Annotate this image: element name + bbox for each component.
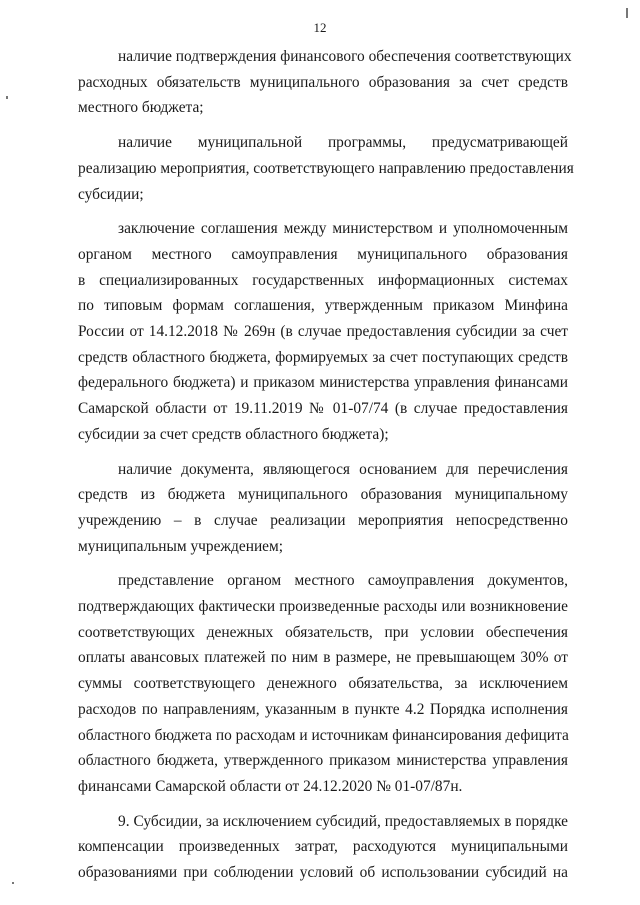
scan-artifact-bottom-left: [12, 882, 14, 884]
text-line: соответствующих денежных обязательств, при условии обеспечения: [78, 623, 568, 641]
text-line: органом местного самоуправления муниципального образования: [78, 245, 568, 263]
text-line: средств из бюджета муниципального образования муниципальному: [78, 486, 568, 504]
scan-artifact-left: [6, 96, 8, 99]
text-line: учреждению – в случае реализации мероприятия непосредственно: [78, 511, 568, 529]
paragraph-agreement: [78, 216, 568, 447]
text-line: областного бюджета по расходам и источникам финансирования дефицита: [78, 726, 569, 744]
text-line: Самарской области от 19.11.2019 № 01-07/74 (в случае предоставления: [78, 400, 568, 418]
document-body: [78, 44, 574, 887]
text-line: областного бюджета, утвержденного приказом министерства управления: [78, 752, 568, 770]
text-line: компенсации произведенных затрат, расходуются муниципальными: [78, 838, 568, 856]
text-line: наличие документа, являющегося основанием для перечисления: [118, 460, 568, 478]
text-line: образованиями при соблюдении условий об использовании субсидий на: [78, 864, 568, 882]
text-line: субсидии за счет средств областного бюджета);: [78, 425, 389, 443]
text-line: в специализированных государственных информационных системах: [78, 271, 568, 289]
text-line: России от 14.12.2018 № 269н (в случае предоставления субсидии за счет: [78, 323, 568, 341]
paragraph-transfer-document: [78, 457, 568, 560]
text-line: оплаты авансовых платежей по ним в размере, не превышающем 30% от: [78, 649, 568, 667]
scan-artifact-top-right: [626, 8, 628, 18]
text-line: заключение соглашения между министерством и уполномоченным: [118, 220, 568, 238]
text-line: муниципальным учреждением;: [78, 537, 284, 555]
page-number: 12: [313, 20, 327, 35]
text-line: представление органом местного самоуправления документов,: [118, 572, 568, 590]
text-line: субсидии;: [78, 185, 144, 203]
text-line: финансами Самарской области от 24.12.2020 № 01-07/87н.: [78, 777, 463, 795]
text-line: федерального бюджета) и приказом министерства управления финансами: [78, 374, 568, 392]
text-line: реализацию мероприятия, соответствующего направлению предоставления: [78, 159, 574, 177]
paragraph-funding-confirmation: [78, 44, 572, 121]
text-line: местного бюджета;: [78, 99, 204, 117]
text-line: наличие муниципальной программы, предусматривающей: [118, 134, 568, 152]
text-line: 9. Субсидии, за исключением субсидий, предоставляемых в порядке: [118, 812, 568, 830]
paragraph-documents-submission: [78, 568, 568, 799]
text-line: расходов по направлениям, указанным в пункте 4.2 Порядка исполнения: [78, 700, 568, 718]
text-line: подтверждающих фактически произведенные расходы или возникновение: [78, 598, 568, 616]
paragraph-municipal-program: [78, 130, 574, 207]
text-line: по типовым формам соглашения, утвержденным приказом Минфина: [78, 297, 568, 315]
text-line: суммы соответствующего денежного обязательства, за исключением: [78, 675, 568, 693]
text-line: наличие подтверждения финансового обеспечения соответствующих: [118, 48, 572, 65]
text-line: расходных обязательств муниципального образования за счет средств: [78, 73, 568, 91]
text-line: средств областного бюджета, формируемых за счет поступающих средств: [78, 348, 568, 366]
paragraph-item-9: [78, 809, 568, 886]
